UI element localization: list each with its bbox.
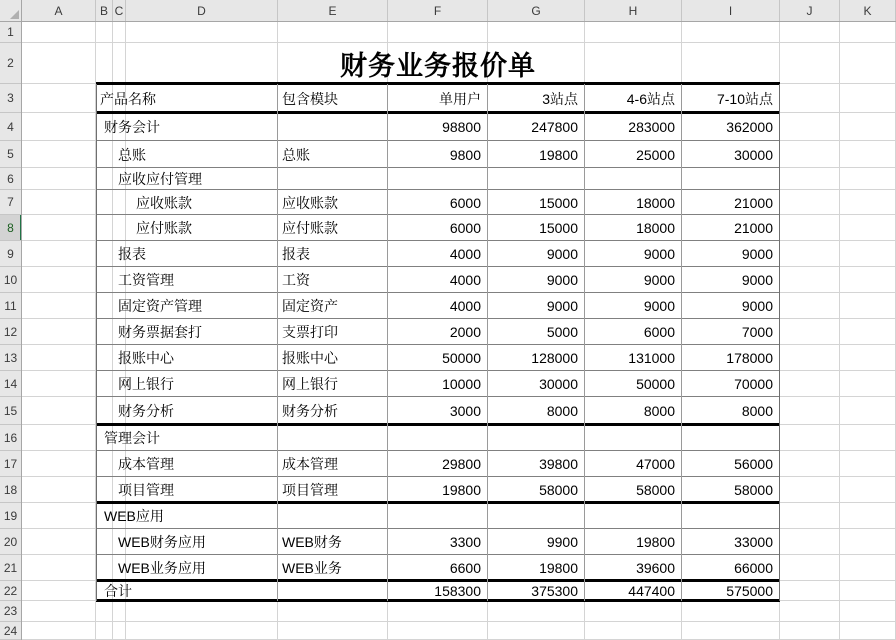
table-rule-thin	[681, 84, 682, 601]
table-rule-thin	[387, 84, 388, 601]
table-header-tier-3[interactable]: 4-6站点	[626, 90, 675, 107]
table-cell-product-name[interactable]: 总账	[118, 146, 146, 163]
table-cell-price-tier-3[interactable]: 9000	[643, 246, 675, 262]
row-header-7[interactable]: 7	[0, 190, 21, 215]
table-cell-price-tier-3[interactable]	[585, 503, 682, 529]
table-rule-strong	[96, 579, 780, 582]
table-cell-price-tier-3[interactable]: 283000	[628, 119, 675, 135]
table-cell-price-tier-4[interactable]: 21000	[734, 194, 773, 211]
table-cell-price-tier-1[interactable]: 6000	[449, 220, 481, 236]
table-rule-thin	[487, 84, 488, 601]
row-header-22[interactable]: 22	[0, 581, 21, 601]
table-cell-price-tier-2[interactable]: 30000	[539, 376, 578, 392]
row-header-8[interactable]: 8	[0, 215, 21, 241]
table-cell-module[interactable]	[278, 425, 388, 451]
table-cell-product-name[interactable]: 财务会计	[104, 119, 160, 135]
column-header-strip	[0, 0, 896, 22]
column-header-b[interactable]: B	[96, 0, 113, 21]
table-cell-module[interactable]: 项目管理	[282, 482, 338, 498]
row-header-14[interactable]: 14	[0, 371, 21, 397]
table-cell-price-tier-2[interactable]: 15000	[539, 194, 578, 211]
table-rule-thin	[779, 84, 780, 601]
table-cell-price-tier-2[interactable]: 39800	[539, 456, 578, 472]
table-cell-module[interactable]: 成本管理	[282, 456, 338, 472]
table-cell-price-tier-1[interactable]: 29800	[442, 456, 481, 472]
table-cell-product-name[interactable]: 应收账款	[136, 194, 192, 211]
table-cell-module[interactable]: WEB业务	[282, 560, 342, 576]
table-cell-price-tier-1[interactable]: 158300	[434, 583, 481, 599]
table-cell-module[interactable]: 总账	[282, 146, 310, 163]
table-cell-price-tier-3[interactable]: 25000	[636, 146, 675, 163]
table-cell-price-tier-3[interactable]: 9000	[643, 298, 675, 314]
table-cell-price-tier-4[interactable]: 56000	[734, 456, 773, 472]
table-cell-product-name[interactable]: 财务分析	[118, 403, 174, 419]
table-cell-product-name[interactable]: WEB应用	[104, 508, 164, 524]
table-cell-price-tier-2[interactable]: 19800	[539, 560, 578, 576]
table-cell-module[interactable]: 工资	[282, 272, 310, 288]
table-cell-module[interactable]: 报账中心	[282, 350, 338, 366]
row-header-1[interactable]: 1	[0, 22, 21, 43]
table-cell-price-tier-2[interactable]: 128000	[531, 350, 578, 366]
table-cell-price-tier-4[interactable]: 9000	[741, 246, 773, 262]
table-cell-product-name[interactable]: 合计	[104, 583, 132, 599]
table-cell-price-tier-2[interactable]: 247800	[531, 119, 578, 135]
table-cell-price-tier-3[interactable]: 6000	[643, 324, 675, 340]
row-header-20[interactable]: 20	[0, 529, 21, 555]
column-header-h[interactable]: H	[585, 0, 682, 21]
table-cell-price-tier-2[interactable]: 9900	[546, 534, 578, 550]
table-cell-module[interactable]	[278, 581, 388, 601]
gridline-vertical	[839, 22, 840, 640]
table-cell-price-tier-2[interactable]: 8000	[546, 403, 578, 419]
table-cell-product-name[interactable]: 工资管理	[118, 272, 174, 288]
table-cell-price-tier-1[interactable]	[388, 168, 488, 190]
table-cell-price-tier-4[interactable]: 33000	[734, 534, 773, 550]
table-cell-price-tier-4[interactable]: 7000	[741, 324, 773, 340]
table-cell-price-tier-4[interactable]: 70000	[734, 376, 773, 392]
table-cell-price-tier-3[interactable]: 58000	[636, 482, 675, 498]
table-cell-price-tier-1[interactable]	[388, 503, 488, 529]
row-header-18[interactable]: 18	[0, 477, 21, 503]
table-cell-price-tier-1[interactable]: 3300	[449, 534, 481, 550]
table-cell-price-tier-4[interactable]: 9000	[741, 298, 773, 314]
table-cell-price-tier-1[interactable]: 4000	[449, 298, 481, 314]
column-header-e[interactable]: E	[278, 0, 388, 21]
table-header-module[interactable]: 包含模块	[282, 90, 338, 107]
row-header-13[interactable]: 13	[0, 345, 21, 371]
table-cell-price-tier-4[interactable]: 58000	[734, 482, 773, 498]
table-cell-price-tier-4[interactable]	[682, 168, 780, 190]
table-cell-price-tier-2[interactable]: 375300	[531, 583, 578, 599]
row-header-19[interactable]: 19	[0, 503, 21, 529]
table-cell-price-tier-1[interactable]: 4000	[449, 246, 481, 262]
table-cell-price-tier-2[interactable]: 15000	[539, 220, 578, 236]
table-rule-thin	[96, 84, 97, 601]
table-rule-strong	[96, 501, 780, 504]
table-cell-price-tier-4[interactable]: 66000	[734, 560, 773, 576]
table-cell-price-tier-4[interactable]: 30000	[734, 146, 773, 163]
table-cell-price-tier-3[interactable]	[585, 168, 682, 190]
table-cell-price-tier-3[interactable]: 19800	[636, 534, 675, 550]
column-header-g[interactable]: G	[488, 0, 585, 21]
report-title: 财务业务报价单	[340, 51, 536, 81]
table-cell-price-tier-1[interactable]: 19800	[442, 482, 481, 498]
table-cell-price-tier-3[interactable]: 47000	[636, 456, 675, 472]
table-cell-price-tier-2[interactable]: 19800	[539, 146, 578, 163]
table-header-product-name[interactable]: 产品名称	[100, 90, 156, 107]
table-cell-price-tier-3[interactable]	[585, 425, 682, 451]
table-cell-product-name[interactable]: 应付账款	[136, 220, 192, 236]
table-cell-price-tier-2[interactable]	[488, 425, 585, 451]
row-header-strip	[0, 22, 22, 640]
table-cell-price-tier-1[interactable]: 50000	[442, 350, 481, 366]
table-rule-strong	[96, 82, 780, 85]
table-cell-product-name[interactable]: WEB财务应用	[118, 534, 206, 550]
table-cell-module[interactable]: WEB财务	[282, 534, 342, 550]
table-cell-product-name[interactable]: 管理会计	[104, 430, 160, 446]
row-header-21[interactable]: 21	[0, 555, 21, 581]
column-header-d[interactable]: D	[126, 0, 278, 21]
table-cell-price-tier-2[interactable]: 58000	[539, 482, 578, 498]
table-rule-strong	[96, 599, 780, 602]
table-rule-thin	[584, 84, 585, 601]
table-cell-product-name[interactable]: 应收应付管理	[118, 171, 202, 187]
table-header-tier-4[interactable]: 7-10站点	[716, 90, 773, 107]
table-rule-thin	[277, 84, 278, 601]
table-cell-price-tier-1[interactable]: 98800	[442, 119, 481, 135]
table-cell-product-name[interactable]: 财务票据套打	[118, 324, 202, 340]
table-cell-module[interactable]: 财务分析	[282, 403, 338, 419]
row-header-12[interactable]: 12	[0, 319, 21, 345]
table-cell-price-tier-1[interactable]: 6000	[449, 194, 481, 211]
table-cell-module[interactable]: 报表	[282, 246, 310, 262]
row-header-17[interactable]: 17	[0, 451, 21, 477]
table-cell-price-tier-3[interactable]: 131000	[628, 350, 675, 366]
table-cell-price-tier-3[interactable]: 18000	[636, 194, 675, 211]
table-cell-price-tier-1[interactable]: 6600	[449, 560, 481, 576]
row-header-6[interactable]: 6	[0, 168, 21, 190]
select-all-triangle-icon	[10, 10, 19, 19]
table-cell-price-tier-1[interactable]: 3000	[449, 403, 481, 419]
row-header-9[interactable]: 9	[0, 241, 21, 267]
table-header-tier-1[interactable]: 单用户	[439, 90, 481, 107]
table-cell-product-name[interactable]: 固定资产管理	[118, 298, 202, 314]
column-header-j[interactable]: J	[780, 0, 840, 21]
row-header-3[interactable]: 3	[0, 84, 21, 113]
table-cell-price-tier-1[interactable]: 2000	[449, 324, 481, 340]
row-header-5[interactable]: 5	[0, 141, 21, 168]
table-cell-price-tier-3[interactable]: 18000	[636, 220, 675, 236]
table-rule-strong	[96, 111, 780, 114]
table-cell-price-tier-4[interactable]: 362000	[726, 119, 773, 135]
row-header-10[interactable]: 10	[0, 267, 21, 293]
table-cell-module[interactable]	[278, 503, 388, 529]
select-all-corner[interactable]	[0, 0, 22, 21]
table-cell-product-name[interactable]: 项目管理	[118, 482, 174, 498]
table-cell-product-name[interactable]: WEB业务应用	[118, 560, 206, 576]
table-cell-price-tier-4[interactable]: 575000	[726, 583, 773, 599]
column-header-a[interactable]: A	[22, 0, 96, 21]
table-cell-product-name[interactable]: 报表	[118, 246, 146, 262]
table-cell-price-tier-2[interactable]	[488, 503, 585, 529]
row-header-11[interactable]: 11	[0, 293, 21, 319]
table-cell-price-tier-4[interactable]: 8000	[741, 403, 773, 419]
table-cell-module[interactable]: 网上银行	[282, 376, 338, 392]
table-cell-price-tier-1[interactable]	[388, 425, 488, 451]
table-cell-product-name[interactable]: 网上银行	[118, 376, 174, 392]
table-cell-price-tier-2[interactable]	[488, 168, 585, 190]
row-header-24[interactable]: 24	[0, 622, 21, 640]
table-cell-price-tier-2[interactable]: 9000	[546, 246, 578, 262]
table-cell-module[interactable]	[278, 168, 388, 190]
table-cell-price-tier-2[interactable]: 5000	[546, 324, 578, 340]
table-cell-price-tier-1[interactable]: 9800	[449, 146, 481, 163]
table-cell-price-tier-4[interactable]	[682, 425, 780, 451]
table-cell-module[interactable]: 应收账款	[282, 194, 338, 211]
row-header-2[interactable]: 2	[0, 43, 21, 84]
table-cell-module[interactable]	[278, 113, 388, 141]
column-header-k[interactable]: K	[840, 0, 896, 21]
table-cell-price-tier-4[interactable]: 21000	[734, 220, 773, 236]
table-cell-module[interactable]: 支票打印	[282, 324, 338, 340]
column-header-i[interactable]: I	[682, 0, 780, 21]
table-cell-price-tier-3[interactable]: 50000	[636, 376, 675, 392]
table-cell-price-tier-2[interactable]: 9000	[546, 272, 578, 288]
gridline-horizontal	[22, 621, 896, 622]
table-cell-price-tier-1[interactable]: 4000	[449, 272, 481, 288]
table-cell-product-name[interactable]: 成本管理	[118, 456, 174, 472]
column-header-f[interactable]: F	[388, 0, 488, 21]
table-cell-price-tier-4[interactable]: 9000	[741, 272, 773, 288]
table-rule-strong	[96, 423, 780, 426]
table-cell-price-tier-3[interactable]: 9000	[643, 272, 675, 288]
table-cell-module[interactable]: 固定资产	[282, 298, 338, 314]
table-cell-price-tier-1[interactable]: 10000	[442, 376, 481, 392]
table-cell-price-tier-3[interactable]: 39600	[636, 560, 675, 576]
row-header-16[interactable]: 16	[0, 425, 21, 451]
table-cell-product-name[interactable]: 报账中心	[118, 350, 174, 366]
row-header-23[interactable]: 23	[0, 601, 21, 622]
table-cell-price-tier-2[interactable]: 9000	[546, 298, 578, 314]
column-header-c[interactable]: C	[113, 0, 126, 21]
table-cell-price-tier-3[interactable]: 8000	[643, 403, 675, 419]
row-header-15[interactable]: 15	[0, 397, 21, 425]
row-header-4[interactable]: 4	[0, 113, 21, 141]
table-header-tier-2[interactable]: 3站点	[542, 90, 578, 107]
table-cell-module[interactable]: 应付账款	[282, 220, 338, 236]
table-cell-price-tier-4[interactable]	[682, 503, 780, 529]
grid-area[interactable]	[22, 22, 896, 640]
table-cell-price-tier-4[interactable]: 178000	[726, 350, 773, 366]
table-cell-price-tier-3[interactable]: 447400	[628, 583, 675, 599]
